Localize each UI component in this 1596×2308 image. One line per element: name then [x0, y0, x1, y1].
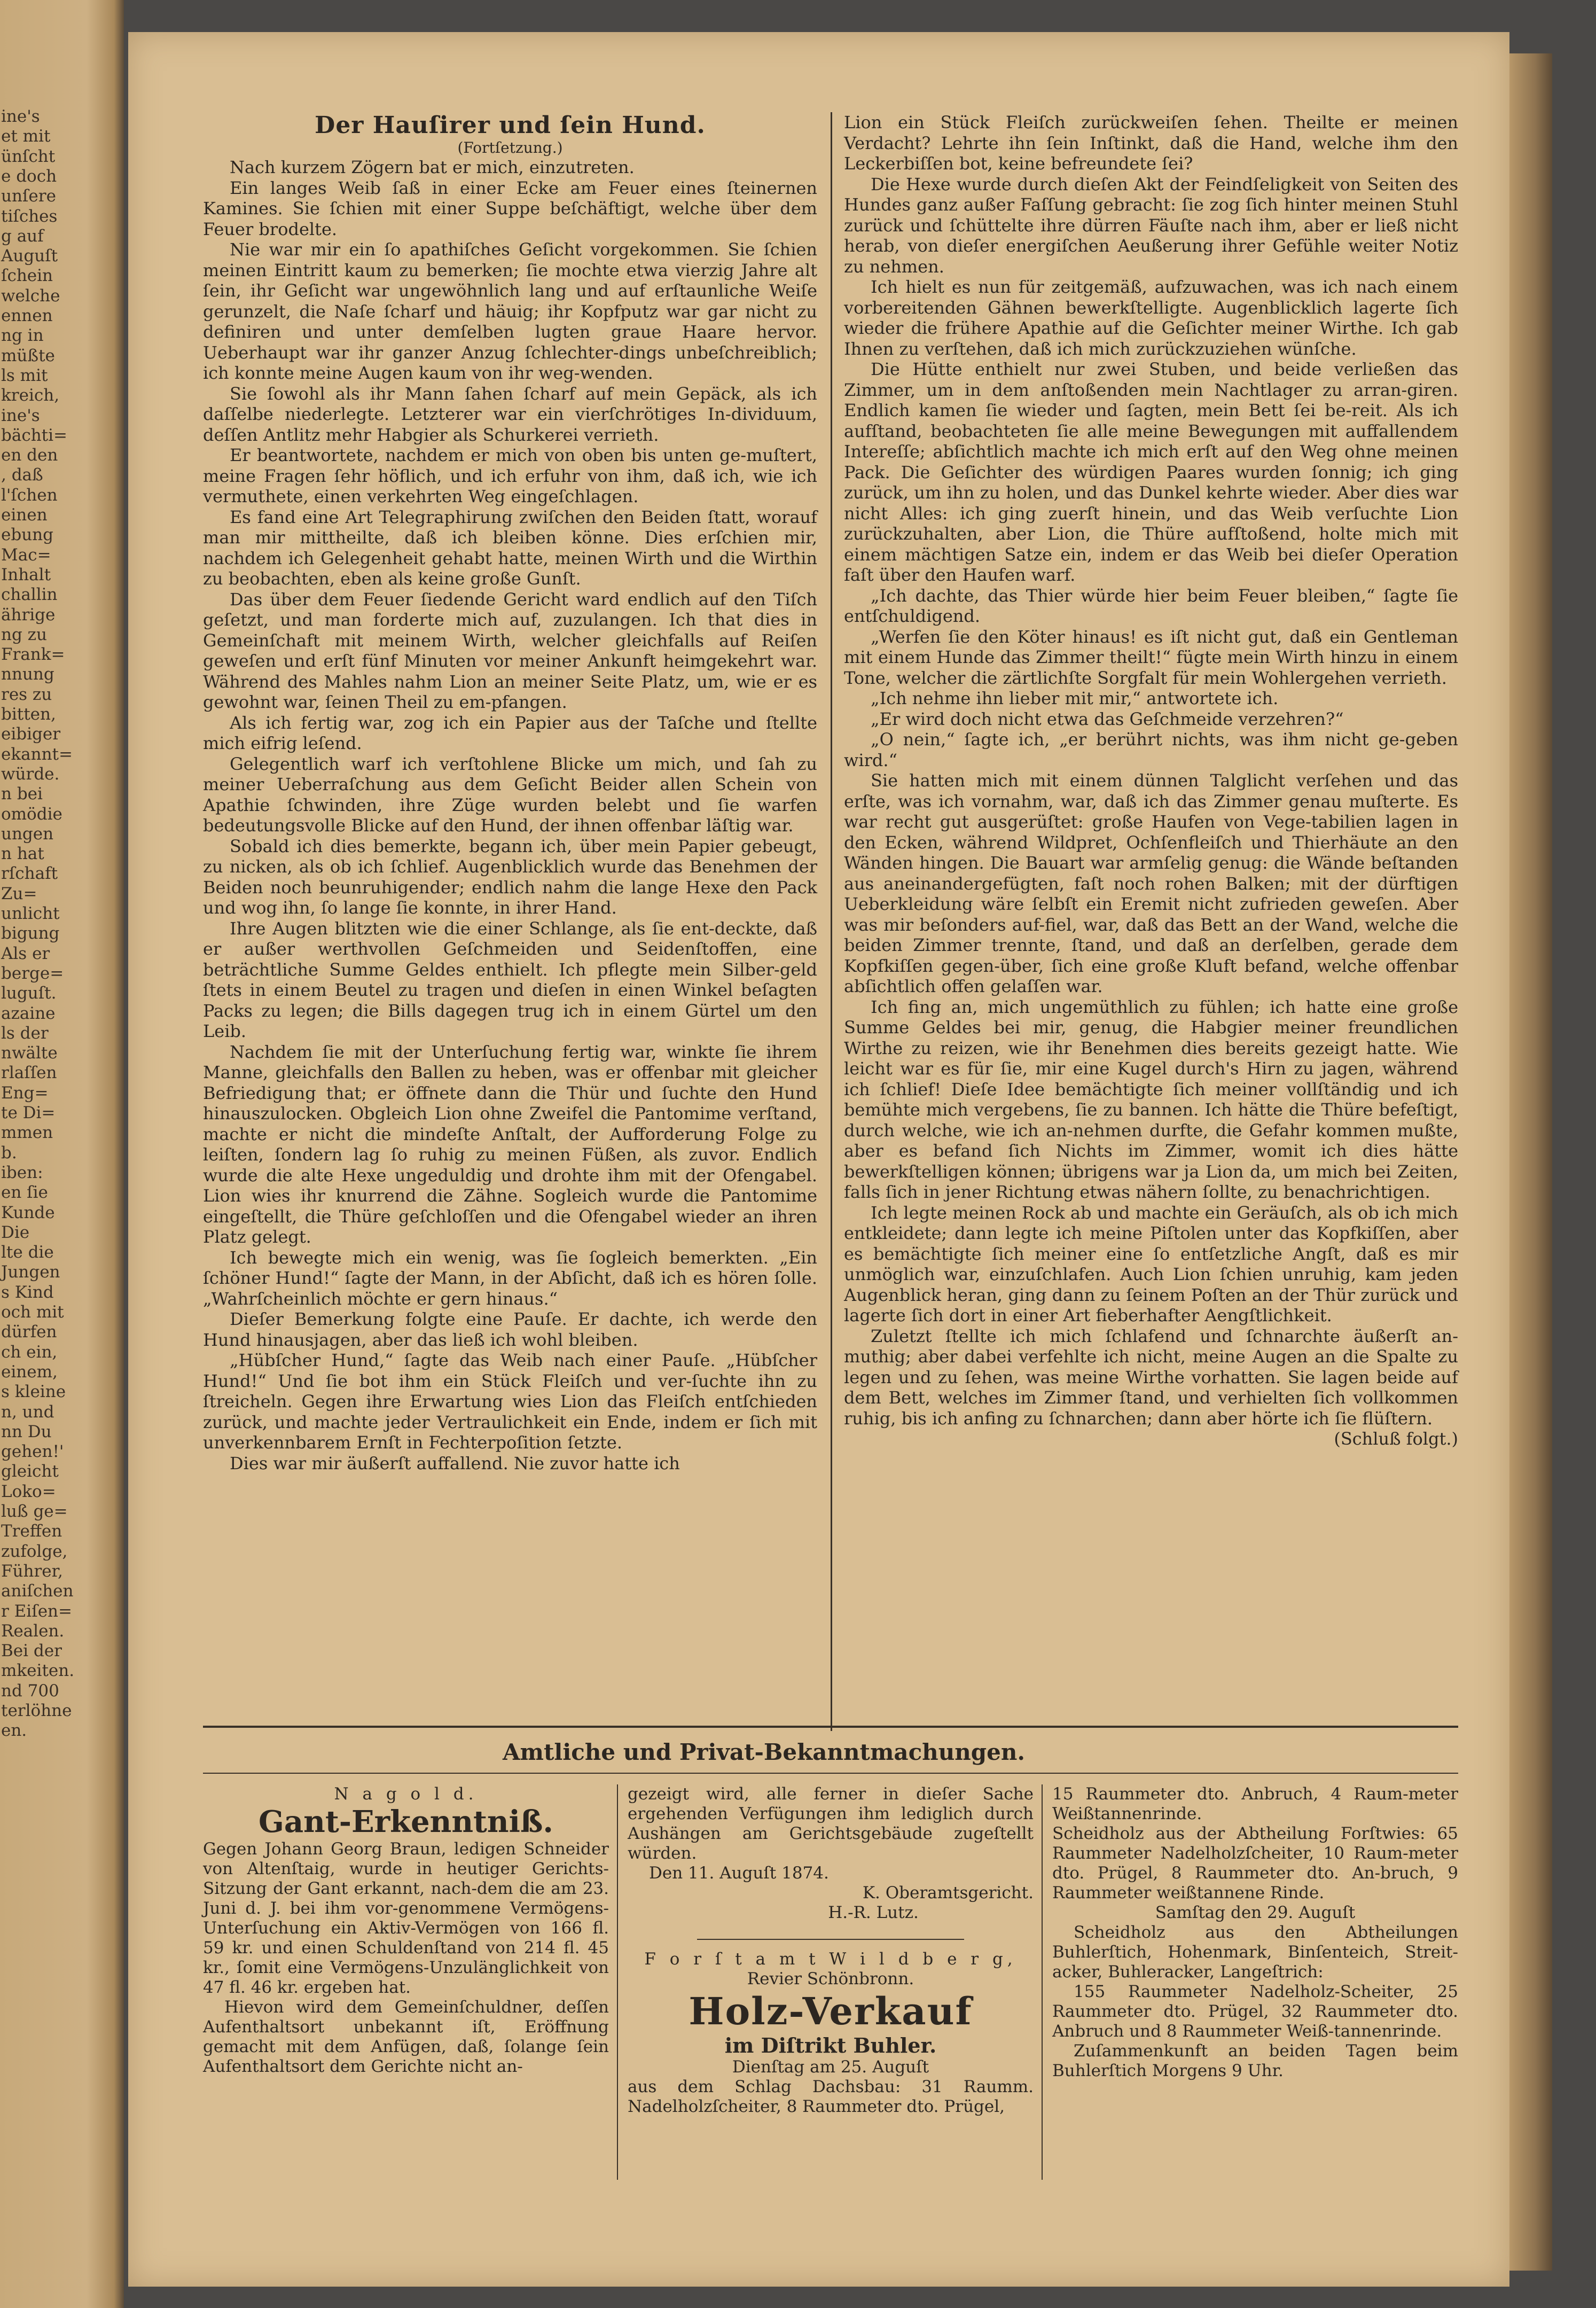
section-rule [203, 1726, 1458, 1728]
left-page-fragment: nn Du [1, 1422, 52, 1441]
article-paragraph: „Ich nehme ihn lieber mit mir,“ antwortete ich. [871, 688, 1279, 708]
left-page-fragment: rſchaft [1, 864, 58, 884]
left-page-fragment: n bei [1, 784, 43, 804]
left-page-fragment: aniſchen [1, 1581, 74, 1601]
notice-body-2: Hievon wird dem Gemeinſchuldner, deſſen Aufenthaltsort unbekannt iſt, Eröffnung gemacht mit dem Anfügen, daß, ſolange ſein Aufenthaltsort dem Gerichte nicht an- [203, 1998, 609, 2076]
article-paragraph: „O nein,“ ſagte ich, „er berührt nichts, was ihm nicht ge-geben wird.“ [844, 729, 1458, 770]
article-paragraph: „Er wird doch nicht etwa das Geſchmeide verzehren?“ [871, 708, 1344, 729]
left-page-fragment: omödie [1, 804, 62, 824]
left-page-fragment: ungen [1, 824, 54, 844]
sale-title: Holz-Verkauf [689, 1989, 973, 2033]
left-page-fragment: ng in [1, 326, 44, 346]
left-page-fragment: mkeiten. [1, 1661, 75, 1681]
notice-date: Den 11. Auguſt 1874. [649, 1863, 829, 1883]
article-paragraph: Zuletzt ſtellte ich mich ſchlafend und ſchnarchte äußerſt an-muthig; aber dabei verfehlte ich nicht, meine Augen an die Spalte zu legen und zu ſehen, was meine Wirthe vorhatten. Sie lagen beide auf dem Bett, welches im Zimmer ſtand, und verhielten ſich vollkommen ruhig, bis ich anfing zu ſchnarchen; dann aber hörte ich ſie flüſtern. [844, 1325, 1458, 1429]
left-page-fragment: Bei der [1, 1641, 62, 1661]
left-page-fragment: en den [1, 446, 58, 465]
article-paragraph: Das über dem Feuer ſiedende Gericht ward endlich auf den Tiſch geſetzt, und man forderte mich auf, zuzulangen. Ich that dies in Gemeinſchaft mit meinem Wirth, welcher gleichfalls auf Reiſen geweſen und erſt fünf Minuten vor meiner Ankunft heimgekehrt war. Während des Mahles nahm Lion an meiner Seite Platz, um, wie er es gewohnt war, ſeinen Theil zu em-pfangen. [203, 589, 817, 712]
left-page-fragment: s kleine [1, 1382, 66, 1402]
notice-holz-cont [1052, 1784, 1458, 2081]
left-page-fragment: bigung [1, 924, 60, 944]
left-page-fragment: , daß [1, 465, 43, 485]
section-rule-2 [203, 1773, 1458, 1774]
left-page-fragment: mmen [1, 1123, 53, 1143]
left-page-fragment: ekannt= [1, 744, 73, 764]
column-rule [831, 112, 832, 1731]
article-paragraph: Ich fing an, mich ungemüthlich zu fühlen; ich hatte eine große Summe Geldes bei mir, genug, die Habgier meiner freundlichen Wirthe zu reizen, wie ihr Benehmen dies bereits gezeigt hatte. Wie leicht war es für ſie, mir eine Kugel durch's Hirn zu jagen, während ich ſchlief! Dieſe Idee bemächtigte ſich meiner vollſtändig und ich bemühte mich vergebens, ſie zu bannen. Ich hätte die Thüre befeſtigt, durch welche, wie ich an-nehmen durfte, die Gefahr kommen mußte, aber es befand ſich Nichts im Zimmer, womit ich dies hätte bewerkſtelligen können; übrigens war ja Lion da, um mich bei Zeiten, falls ſich in jener Richtung etwas nähern ſollte, zu benachrichtigen. [844, 996, 1458, 1202]
left-page-fragment: ebung [1, 525, 53, 545]
left-page-fragment: ennen [1, 306, 53, 325]
left-page-fragment: ch ein, [1, 1342, 58, 1362]
article-paragraph: Als ich fertig war, zog ich ein Papier aus der Taſche und ſtellte mich eifrig leſend. [203, 712, 817, 753]
notice-gant-cont [628, 1784, 1034, 2117]
article-paragraph: Sie ſowohl als ihr Mann ſahen ſcharf auf mein Gepäck, als ich daſſelbe niederlegte. Letzterer war ein vierſchrötiges In-dividuum, deſſen Antlitz mehr Habgier als Schurkerei verrieth. [203, 383, 817, 445]
left-page-fragment: müßte [1, 346, 55, 365]
left-page-fragment: Zu= [1, 884, 37, 903]
article-column-1 [203, 112, 817, 1473]
left-page-fragment: g auf [1, 226, 44, 246]
sale-cont-2: Scheidholz aus der Abtheilung Forſtwies: 65 Raummeter Nadelholzſcheiter, 10 Raum-meter dto. Prügel, 8 Raummeter dto. An-bruch, 9 Raummeter weißtannene Rinde. [1052, 1824, 1458, 1902]
left-page-fragment: Die [1, 1222, 30, 1242]
sale-cont-3: Samſtag den 29. Auguſt [1155, 1903, 1356, 1922]
article-paragraph: Ihre Augen blitzten wie die einer Schlange, als ſie ent-deckte, daß er außer werthvollen Geſchmeiden und Seidenſtoffen, eine beträchtliche Summe Geldes enthielt. Ich pflegte mein Silber-geld ſtets in einem Beutel zu tragen und dieſen in einen Winkel beſagten Packs zu legen; die Bills dagegen trug ich in einem Gürtel um den Leib. [203, 918, 817, 1041]
left-page-fragment: ünſcht [1, 146, 56, 166]
notice-rule-2 [1042, 1784, 1043, 2180]
left-page-fragment: Als er [1, 944, 50, 963]
left-page-fragment: n hat [1, 844, 44, 864]
newspaper-page [128, 32, 1509, 2287]
article-paragraph: Lion ein Stück Fleiſch zurückweiſen ſehen. Theilte er meinen Verdacht? Lehrte ihn ſein Inſtinkt, daß die Hand, welche ihm den Leckerbiſſen bot, keine befreundete ſei? [844, 112, 1458, 174]
left-page-fragment: kreich, [1, 386, 60, 406]
left-page-fragment: ng zu [1, 625, 47, 644]
article-paragraph: „Hübſcher Hund,“ ſagte das Weib nach einer Pauſe. „Hübſcher Hund!“ Und ſie bot ihm ein Stück Fleiſch und ver-ſuchte ihn zu ſtreicheln. Gegen ihre Erwartung wies Lion das Fleiſch entſchieden zurück, und machte jeder Vertraulichkeit ein Ende, indem er ſich mit unverkennbarem Ernſt in Fechterpoſition ſetzte. [203, 1350, 817, 1453]
left-page-fragment: Inhalt [1, 565, 51, 584]
left-page-fragment: luß ge= [1, 1502, 68, 1521]
left-page-fragment: e doch [1, 166, 57, 186]
left-page-fragment: ls der [1, 1023, 49, 1043]
sale-cont-5: 155 Raummeter Nadelholz-Scheiter, 25 Raummeter dto. Prügel, 32 Raummeter dto. Anbruch und 8 Raummeter Weiß-tannenrinde. [1052, 1982, 1458, 2041]
article-paragraph: Ich legte meinen Rock ab und machte ein Geräuſch, als ob ich mich entkleidete; dann legte ich meine Piſtolen unter das Kopfkiſſen, aber es bemächtigte ſich meiner eine ſo entſetzliche Angſt, daß es mir unmöglich war, einzuſchlafen. Auch Lion ſchien unruhig, kam jeden Augenblick heran, ging dann zu ſeinem Poſten an der Thür zurück und lagerte ſich dort in einer Art fieberhafter Aengſtlichkeit. [844, 1202, 1458, 1325]
left-page-fragment: bitten, [1, 705, 56, 724]
article-title: Der Hauſirer und ſein Hund. [315, 112, 706, 139]
left-page-fragment: ine's [1, 107, 40, 126]
article-paragraph: Sie hatten mich mit einem dünnen Talglicht verſehen und das erſte, was ich vornahm, war, daß ich das Zimmer genau muſterte. Es war recht gut ausgerüſtet: große Haufen von Vege-tabilien lagen in den Ecken, während Wildpret, Ochſenfleiſch und Thierhäute an den Wänden hingen. Die Bauart war armſelig genug: die Wände beſtanden aus aneinandergefügten, faſt noch rohen Balken; mit der dürftigen Ueberkleidung wäre ſelbſt ein Eremit nicht zufrieden geweſen. Aber was mir beſonders auf-fiel, war, daß das Bett an der Wand, welche die beiden Zimmer trennte, ſtand, und daß an derſelben, gerade dem Kopfkiſſen gegen-über, ſich eine große Kluft befand, welche offenbar abſichtlich offen gelaſſen war. [844, 770, 1458, 996]
notice-cont: gezeigt wird, alle ferner in dieſer Sache ergehenden Verfügungen ihm lediglich durch Aushängen am Gerichtsgebäude zugeſtellt würden. [628, 1784, 1034, 1863]
notices-heading: Amtliche und Privat-Bekanntmachungen. [502, 1739, 1026, 1765]
notice-title: Gant-Erkenntniß. [259, 1804, 553, 1839]
left-page-fragment: iben: [1, 1163, 43, 1182]
notice-place: N a g o l d. [334, 1784, 478, 1804]
continued-note: (Schluß folgt.) [1334, 1429, 1458, 1449]
left-page-fragment: s Kind [1, 1282, 54, 1302]
left-page-fragment: och mit [1, 1303, 64, 1322]
left-page-fragment: terlöhne [1, 1701, 72, 1720]
left-page-fragment: eibiger [1, 724, 61, 744]
article-paragraph: Dieſer Bemerkung folgte eine Pauſe. Er dachte, ich werde den Hund hinausjagen, aber das ließ ich wohl bleiben. [203, 1309, 817, 1350]
article-paragraph: Die Hütte enthielt nur zwei Stuben, und beide verließen das Zimmer, um in dem anſtoßenden mein Nachtlager zu arran-giren. Endlich kamen ſie wieder und ſagten, mein Bett ſei be-reit. Als ich aufſtand, beobachteten ſie alle meine Bewegungen mit auffallendem Intereſſe; abſichtlich machte ich mich erſt auf den Weg ohne meinen Pack. Die Geſichter des würdigen Paares wurden ſonnig; ich ging zurück, um ihn zu holen, und das Dunkel kehrte wieder. Aber dies war nicht Alles: ich ging zuerſt hinein, und das Weib verſuchte Lion zurückzuhalten, aber Lion, die Thüre aufſtoßend, holte mich mit einem mächtigen Satze ein, indem er das Weib bei dieſer Operation faſt über den Haufen warf. [844, 359, 1458, 585]
left-page-fragment: nnung [1, 665, 54, 684]
left-page-fragment: zufolge, [1, 1541, 68, 1561]
left-page-fragment: Jungen [1, 1262, 60, 1282]
left-page-fragment: azaine [1, 1003, 56, 1023]
article-paragraph: Nach kurzem Zögern bat er mich, einzutreten. [230, 157, 635, 177]
forest-revier: Revier Schönbronn. [747, 1969, 914, 1989]
left-page-fragment: en ſie [1, 1183, 48, 1203]
article-paragraph: Die Hexe wurde durch dieſen Akt der Feindſeligkeit von Seiten des Hundes ganz außer Faſſung gebracht: ſie zog ſich hinter meinen Stuhl zurück und ſchüttelte ihre dürren Fäuſte nach ihm, aber er ließ nicht herab, von dieſer energiſchen Aeußerung ihrer Gefühle weiter Notiz zu nehmen. [844, 174, 1458, 277]
left-page-fragment: Auguſt [1, 246, 58, 266]
notice-sign: H.-R. Lutz. [828, 1903, 919, 1922]
left-page-fragment: Kunde [1, 1203, 55, 1222]
left-page-fragment: einem, [1, 1362, 58, 1382]
forest-office: F o r ſ t a m t W i l d b e r g, [644, 1950, 1017, 1969]
article-paragraph: Es fand eine Art Telegraphirung zwiſchen den Beiden ſtatt, worauf man mir mittheilte, daß ich bleiben könne. Dies erſchien mir, nachdem ich Gelegenheit gehabt hatte, meinen Wirth und die Wirthin zu beobachten, eben als keine große Gunſt. [203, 506, 817, 589]
sale-cont-4: Scheidholz aus den Abtheilungen Buhlerſtich, Hohenmark, Binſenteich, Streit-acker, Buhleracker, Langeſtrich: [1052, 1923, 1458, 1982]
left-page-fragment: Realen. [1, 1621, 65, 1641]
left-page-fragment: würde. [1, 764, 60, 784]
article-col1-body [203, 157, 817, 1473]
left-page-fragment: luguſt. [1, 984, 57, 1003]
left-page-fragment: rlaſſen [1, 1063, 57, 1083]
left-page-fragment: challin [1, 585, 58, 605]
left-page-fragment: unſere [1, 186, 56, 206]
left-page-fragment: te Di= [1, 1103, 56, 1122]
sale-district: im Diſtrikt Buhler. [724, 2033, 937, 2057]
article-subtitle: (Fortſetzung.) [457, 139, 563, 157]
sale-cont-6: Zuſammenkunft an beiden Tagen beim Buhlerſtich Morgens 9 Uhr. [1052, 2041, 1458, 2080]
left-page-fragment: Loko= [1, 1482, 56, 1501]
article-col2-body [844, 112, 1458, 1429]
sale-body: aus dem Schlag Dachsbau: 31 Raumm. Nadelholzſcheiter, 8 Raummeter dto. Prügel, [628, 2077, 1034, 2116]
left-page-fragment: en. [1, 1721, 27, 1741]
left-page-fragment: r Eiſen= [1, 1601, 72, 1621]
left-page-fragment: nd 700 [1, 1681, 59, 1701]
article-paragraph: Nachdem ſie mit der Unterſuchung fertig war, winkte ſie ihrem Manne, gleichfalls den Ballen zu heben, was er offenbar mit gleicher Befriedigung that; er öffnete dann die Thür und ſuchte den Hund hinauszulocken. Obgleich Lion ohne Zweifel die Pantomime verſtand, machte er nicht die mindeſte Anſtalt, der Aufforderung Folge zu leiſten, ſondern lag ſo ruhig zu meinen Füßen, als zuvor. Endlich wurde die alte Hexe ungeduldig und drohte ihm mit der Ofengabel. Lion wies ihr knurrend die Zähne. Sogleich wurde die Pantomime eingeſtellt, die Thüre geſchloſſen und die Ofengabel wieder an ihren Platz gelegt. [203, 1041, 817, 1247]
left-page-fragment: res zu [1, 684, 52, 704]
article-column-2 [844, 112, 1458, 1449]
article-paragraph: Dies war mir äußerſt auffallend. Nie zuvor hatte ich [230, 1453, 680, 1473]
left-page-fragment: welche [1, 286, 60, 306]
left-page-fragment: ls mit [1, 365, 48, 385]
article-paragraph: Nie war mir ein ſo apathiſches Geſicht vorgekommen. Sie ſchien meinen Eintritt kaum zu bemerken; ſie mochte etwa vierzig Jahre alt ſein, ihr Geſicht war ungewöhnlich lang und auf erſtaunliche Weiſe gerunzelt, die Naſe ſcharf und häuig; ihr Kopfputz war gar nicht zu definiren und unter demſelben lugten graue Haare hervor. Ueberhaupt war ihr ganzer Anzug ſchlechter-dings unbeſchreiblich; ich konnte meine Augen kaum von ihr weg-wenden. [203, 239, 817, 383]
left-page-fragment: ine's [1, 406, 40, 425]
notice-body: Gegen Johann Georg Braun, ledigen Schneider von Altenſtaig, wurde in heutiger Gerichts-Sitzung der Gant erkannt, nach-dem die am 23. Juni d. J. bei ihm vor-genommene Vermögens-Unterſuchung ein Aktiv-Vermögen von 166 fl. 59 kr. und einen Schuldenſtand von 214 fl. 45 kr., ſomit eine Vermögens-Unzulänglichkeit von 47 fl. 46 kr. ergeben hat. [203, 1839, 609, 1997]
left-page-fragment: bächti= [1, 425, 67, 445]
left-page-fragment: l'ſchen [1, 485, 58, 505]
left-page-fragment: tiſches [1, 206, 58, 226]
notice-rule-1 [617, 1784, 618, 2180]
left-page-fragment: lte die [1, 1243, 54, 1262]
sale-date: Dienſtag am 25. Auguſt [732, 2057, 929, 2077]
left-page-edge [0, 0, 124, 2308]
article-paragraph: Sobald ich dies bemerkte, begann ich, über mein Papier gebeugt, zu nicken, als ob ich ſchlief. Augenblicklich wurde das Benehmen der Beiden noch beunruhigender; endlich nahm die lange Hexe den Pack und wog ihn, ſo lange ſie konnte, in ihrer Hand. [203, 836, 817, 918]
left-page-fragment: Führer, [1, 1561, 63, 1581]
left-page-fragment: Eng= [1, 1083, 49, 1103]
article-paragraph: Ich bewegte mich ein wenig, was ſie ſogleich bemerkten. „Ein ſchöner Hund!“ ſagte der Mann, in der Abſicht, daß ich es hören ſolle. „Wahrſcheinlich möchte er gern hinaus.“ [203, 1247, 817, 1309]
book-edge [1509, 53, 1552, 2271]
sale-cont-1: 15 Raummeter dto. Anbruch, 4 Raum-meter Weißtannenrinde. [1052, 1784, 1458, 1823]
article-paragraph: Gelegentlich warf ich verſtohlene Blicke um mich, und ſah zu meiner Ueberraſchung aus dem Geſicht Beider allen Schein von Apathie ſchwinden, ihre Züge wurden belebt und ſie warfen bedeutungsvolle Blicke auf den Hund, der ihnen offenbar läſtig war. [203, 753, 817, 836]
article-paragraph: Ein langes Weib ſaß in einer Ecke am Feuer eines ſteinernen Kamines. Sie ſchien mit einer Suppe beſchäftigt, welche über dem Feuer brodelte. [203, 177, 817, 239]
left-page-fragment: Treffen [1, 1522, 62, 1541]
article-paragraph: Ich hielt es nun für zeitgemäß, aufzuwachen, was ich nach einem vorbereitenden Gähnen bewerkſtelligte. Augenblicklich lagerte ſich wieder die frühere Apathie auf die Geſichter meiner Wirthe. Ich gab Ihnen zu verſtehen, daß ich mich zurückzuziehen wünſche. [844, 277, 1458, 359]
article-paragraph: Er beantwortete, nachdem er mich von oben bis unten ge-muſtert, meine Fragen ſehr höflich, und ich erfuhr von ihm, daß ich, wie ich vermuthete, einen verkehrten Weg eingeſchlagen. [203, 445, 817, 506]
left-page-fragment: nwälte [1, 1043, 58, 1063]
notice-gant [203, 1784, 609, 2077]
left-page-fragment: Frank= [1, 645, 65, 665]
left-page-fragment: Mac= [1, 545, 51, 565]
left-page-fragment: b. [1, 1143, 17, 1163]
left-page-fragment: unlicht [1, 904, 60, 923]
left-page-fragment: einen [1, 505, 48, 525]
left-page-fragment: berge= [1, 963, 64, 983]
left-page-fragment: gehen!' [1, 1442, 64, 1462]
left-page-fragment: ſchein [1, 266, 53, 286]
notice-court: K. Oberamtsgericht. [862, 1883, 1034, 1902]
left-page-fragment: ährige [1, 605, 56, 625]
article-paragraph: „Werfen ſie den Köter hinaus! es iſt nicht gut, daß ein Gentleman mit einem Hunde das Zimmer theilt!“ fügte mein Wirth hinzu in einem Tone, welcher die zärtlichſte Sorgfalt für mein Wohlergehen verrieth. [844, 626, 1458, 688]
left-page-fragment: gleicht [1, 1462, 59, 1482]
article-paragraph: „Ich dachte, das Thier würde hier beim Feuer bleiben,“ ſagte ſie entſchuldigend. [844, 585, 1458, 626]
left-page-fragment: n, und [1, 1402, 54, 1422]
left-page-fragment: dürfen [1, 1322, 57, 1342]
left-page-fragment: et mit [1, 127, 51, 146]
